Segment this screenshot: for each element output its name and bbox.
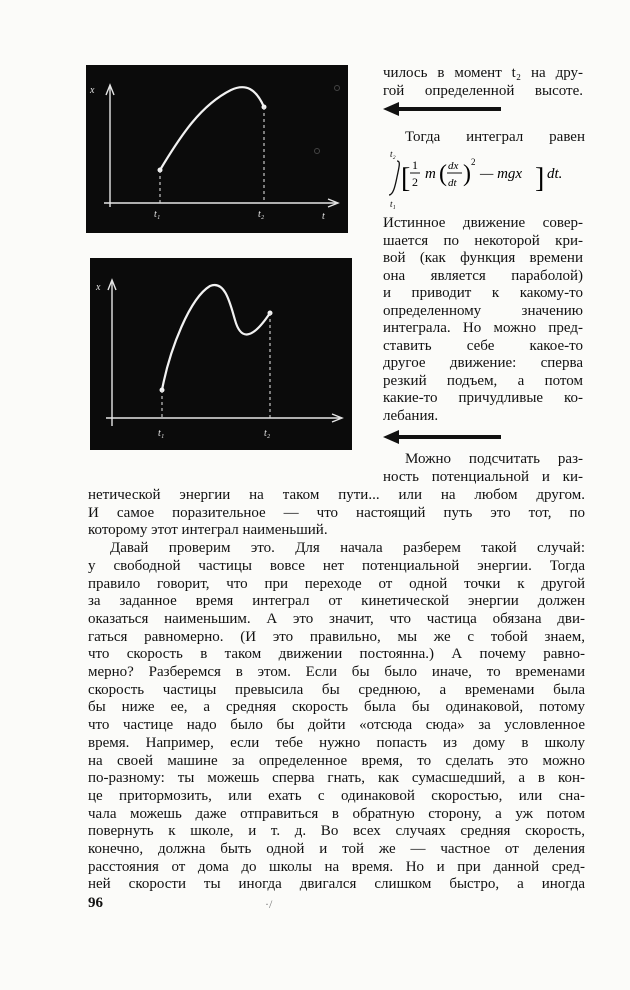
page-number: 96 — [88, 895, 103, 911]
body-line: мерно? Разберемся в этом. Если бы было иначе, то временами — [88, 664, 585, 680]
right-para2-line: лебания. — [383, 407, 439, 424]
body-line: ней скорости ты иногда двигался слишком быстро, а иногда — [88, 876, 585, 893]
body-line: что частице надо было бы дойти «отсюда сюда» за условленное — [88, 717, 585, 734]
dt-symbol: dt — [448, 177, 457, 189]
right-para2-line: и приводит к какому-то — [383, 285, 583, 301]
right-para2-line: интеграла. Но можно пред- — [383, 320, 583, 336]
body-line: у свободной частицы вовсе нет потенциальной энергии. Тогда — [88, 557, 585, 574]
body-line: це притормозить, или ехать с одинаковой скоростью, или сна- — [88, 787, 585, 804]
y-axis-label: x — [90, 85, 95, 96]
left-arrow-icon — [383, 430, 503, 444]
true-path-curve — [160, 87, 264, 170]
t1-label: t₁ — [158, 428, 165, 439]
y-axis-label: x — [96, 282, 101, 293]
action-integral-formula — [385, 147, 595, 209]
body-line: конечно, должна быть одной и той же — частное от деления — [88, 841, 585, 857]
body-line: Давай проверим это. Для начала разберем такой случай: — [110, 540, 585, 557]
body-line: правило говорит, что при переходе от одной точки к другой — [88, 575, 585, 592]
left-arrow-icon — [383, 102, 503, 116]
square-exponent: 2 — [471, 157, 476, 167]
t-label: t — [322, 211, 325, 222]
right-bracket: ] — [535, 163, 545, 194]
dt-end: dt. — [547, 166, 563, 182]
left-paren: ( — [439, 161, 447, 187]
half-numerator: 1 — [412, 158, 418, 172]
right-para3-line1: Можно подсчитать раз- — [405, 451, 583, 467]
t2-label: t₂ — [258, 209, 265, 220]
t2-label: t₂ — [264, 428, 271, 439]
body-line: за заданное время интеграл от кинетической энергии должен — [88, 593, 585, 610]
graph-bottom — [90, 258, 352, 450]
right-line-2: гой определенной высоте. — [383, 83, 583, 99]
body-line: бы ниже ее, а средняя скорость была бы одинаковой, потому — [88, 699, 585, 716]
body-line: повернуть к школе, и т. д. Во всех случаях средняя скорость, — [88, 823, 585, 840]
body-line: чала можешь даже отправиться в обратную сторону, а уж потом — [88, 805, 585, 822]
small-circle-mark — [314, 148, 320, 154]
right-para2-line: определенному значению — [383, 302, 583, 319]
body-line: И самое поразительное — что настоящий путь это тот, по — [88, 504, 585, 521]
body-line: на своей машине за определенное время, то сделать это можно — [88, 752, 585, 769]
body-line: по-разному: ты можешь сперва гнать, как сумасшедший, а в кон- — [88, 770, 585, 787]
graph-top — [86, 65, 348, 233]
right-line-1: чилось в момент t₂ на дру- — [383, 65, 583, 81]
t1-label: t₁ — [154, 209, 161, 220]
mass-symbol: m — [425, 166, 436, 182]
right-para2-line: резкий подъем, а потом — [383, 372, 583, 389]
integral-sign — [389, 161, 399, 195]
dx-symbol: dx — [448, 160, 459, 172]
right-para3-line2: ность потенциальной и ки- — [383, 469, 583, 485]
graph-top-svg — [86, 65, 348, 233]
upper-limit: t₂ — [390, 149, 396, 159]
right-para2-line: какие-то причудливые ко- — [383, 390, 583, 406]
body-line: скорость частицы превысила бы среднюю, а временами была — [88, 681, 585, 698]
integral-intro: Тогда интеграл равен — [405, 129, 585, 145]
body-line: оказаться наименьшим. А это значит, что частица обязана дви- — [88, 610, 585, 627]
body-line: расстояния от дома до школы на время. Но и при данной сред- — [88, 858, 585, 875]
right-para2-line: другое движение: сперва — [383, 355, 583, 371]
right-para2-line: ставить себе какое-то — [383, 337, 583, 354]
right-para2-line: она является параболой) — [383, 267, 583, 284]
right-paren: ) — [463, 161, 471, 187]
body-line: что скорость в таком движении постоянна.) А почему равно- — [88, 646, 585, 663]
lower-limit: t₁ — [390, 199, 396, 209]
half-denominator: 2 — [412, 175, 418, 189]
small-circle-mark — [334, 85, 340, 91]
right-para2-line: шается по некоторой кри- — [383, 232, 583, 249]
alternative-path-curve — [162, 285, 270, 390]
body-line: нетической энергии на таком пути... или на любом другом. — [88, 487, 585, 503]
right-para2-line: Истинное движение совер- — [383, 215, 583, 231]
body-line: время. Например, если тебе нужно попасть из дому в школу — [88, 734, 585, 751]
body-line: которому этот интеграл наименьший. — [88, 522, 328, 539]
print-artifact: ·/ — [265, 897, 273, 911]
potential-term: — mgx — [480, 166, 523, 182]
left-bracket: [ — [401, 163, 411, 194]
graph-bottom-svg — [90, 258, 352, 450]
body-line: гаться равномерно. (И это правильно, мы же с тобой знаем, — [88, 628, 585, 645]
right-para2-line: вой (как функция времени — [383, 250, 583, 266]
